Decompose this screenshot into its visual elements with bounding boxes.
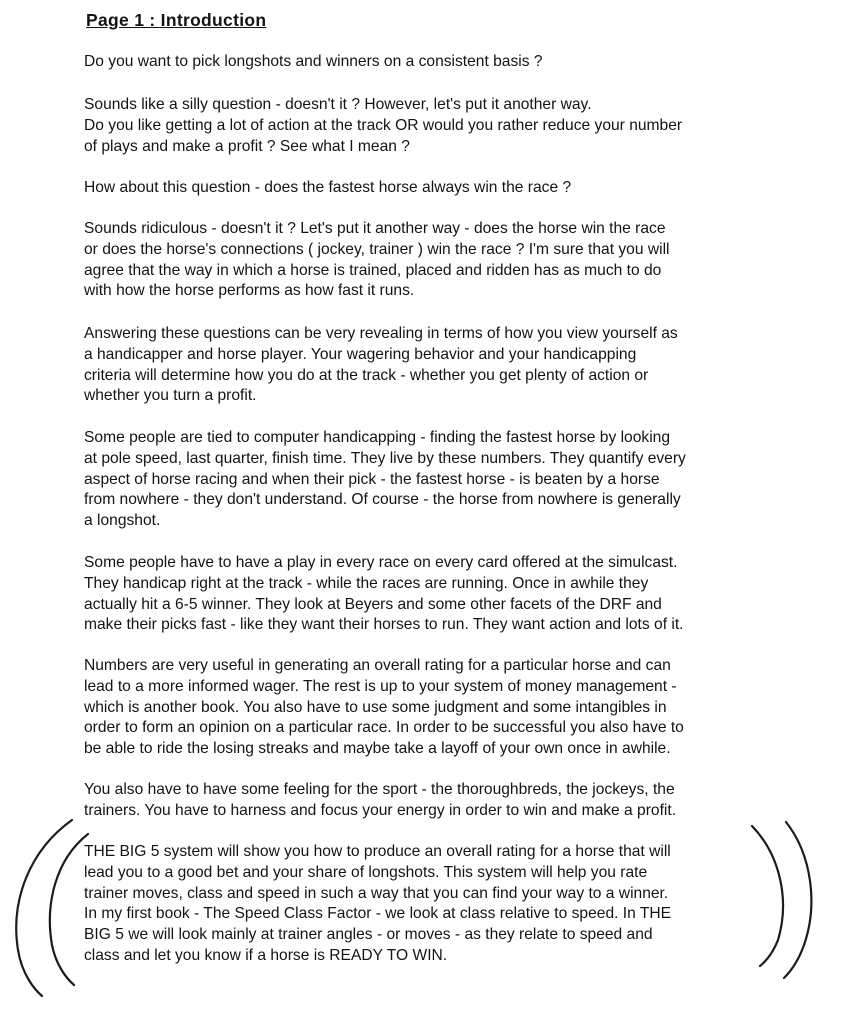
paragraph-line: trainer moves, class and speed in such a way that you can find your way to a winner. bbox=[84, 884, 669, 902]
paragraph-line: lead you to a good bet and your share of longshots. This system will help you rate bbox=[84, 863, 648, 881]
paragraph-line: Sounds like a silly question - doesn't it ? However, let's put it another way. bbox=[84, 96, 592, 113]
paragraph-line: Numbers are very useful in generating an overall rating for a particular horse and can bbox=[84, 657, 671, 674]
paragraph-line: at pole speed, last quarter, finish time. They live by these numbers. They quantify every bbox=[84, 449, 686, 467]
paragraph-line: Sounds ridiculous - doesn't it ? Let's put it another way - does the horse win the race bbox=[84, 220, 666, 237]
paragraph-line: class and let you know if a horse is READY TO WIN. bbox=[84, 946, 448, 964]
paragraph-line: of plays and make a profit ? See what I mean ? bbox=[84, 137, 410, 155]
paragraph-line: Some people are tied to computer handicapping - finding the fastest horse by looking bbox=[84, 429, 670, 446]
paragraph-4 bbox=[84, 219, 784, 302]
paragraph-line: agree that the way in which a horse is trained, placed and ridden has as much to do bbox=[84, 261, 662, 279]
paragraph-line: Do you like getting a lot of action at the track OR would you rather reduce your number bbox=[84, 116, 683, 134]
paragraph-line: Answering these questions can be very revealing in terms of how you view yourself as bbox=[84, 325, 678, 342]
paragraph-line: with how the horse performs as how fast it runs. bbox=[84, 282, 415, 300]
paragraph-2 bbox=[84, 95, 784, 157]
paragraph-line: order to form an opinion on a particular race. In order to be successful you also have to bbox=[84, 719, 684, 737]
left-inner-bracket-mark bbox=[50, 834, 88, 985]
paragraph-5 bbox=[84, 324, 784, 407]
paragraph-10 bbox=[84, 842, 784, 967]
paragraph-6 bbox=[84, 428, 784, 532]
paragraph-line: You also have to have some feeling for the sport - the thoroughbreds, the jockeys, the bbox=[84, 781, 675, 798]
right-outer-bracket-mark bbox=[784, 822, 811, 978]
paragraph-line: They handicap right at the track - while the races are running. Once in awhile they bbox=[84, 574, 649, 592]
paragraph-line: a handicapper and horse player. Your wagering behavior and your handicapping bbox=[84, 345, 637, 363]
paragraph-line: which is another book. You also have to use some judgment and some intangibles in bbox=[84, 698, 667, 716]
paragraph-1 bbox=[84, 52, 784, 73]
paragraph-line: trainers. You have to harness and focus your energy in order to win and make a profit. bbox=[84, 801, 677, 819]
paragraph-8 bbox=[84, 656, 784, 760]
paragraph-line: be able to ride the losing streaks and maybe take a layoff of your own once in awhile. bbox=[84, 740, 671, 758]
paragraph-line: actually hit a 6-5 winner. They look at Beyers and some other facets of the DRF and bbox=[84, 595, 662, 613]
paragraph-line: In my first book - The Speed Class Factor - we look at class relative to speed. In THE bbox=[84, 905, 672, 923]
paragraph-line: Do you want to pick longshots and winners on a consistent basis ? bbox=[84, 53, 543, 70]
paragraph-line: or does the horse's connections ( jockey, trainer ) win the race ? I'm sure that you will bbox=[84, 240, 670, 258]
paragraph-line: from nowhere - they don't understand. Of course - the horse from nowhere is generally bbox=[84, 491, 681, 509]
paragraph-line: BIG 5 we will look mainly at trainer angles - or moves - as they relate to speed and bbox=[84, 926, 653, 944]
paragraph-line: THE BIG 5 system will show you how to produce an overall rating for a horse that will bbox=[84, 843, 671, 860]
paragraph-line: How about this question - does the fastest horse always win the race ? bbox=[84, 179, 572, 196]
paragraph-line: whether you turn a profit. bbox=[84, 387, 257, 405]
paragraph-line: make their picks fast - like they want their horses to run. They want action and lots of it. bbox=[84, 616, 684, 634]
paragraph-line: criteria will determine how you do at the track - whether you get plenty of action or bbox=[84, 366, 649, 384]
paragraph-3 bbox=[84, 178, 784, 199]
paragraph-line: Some people have to have a play in every race on every card offered at the simulcast. bbox=[84, 554, 678, 571]
paragraph-7 bbox=[84, 553, 784, 636]
paragraph-line: a longshot. bbox=[84, 512, 161, 530]
paragraph-9 bbox=[84, 780, 784, 822]
paragraph-line: aspect of horse racing and when their pick - the fastest horse - is beaten by a horse bbox=[84, 470, 660, 488]
paragraph-line: lead to a more informed wager. The rest is up to your system of money management - bbox=[84, 677, 677, 695]
left-outer-bracket-mark bbox=[16, 820, 72, 996]
page-heading: Page 1 : Introduction bbox=[86, 10, 267, 30]
